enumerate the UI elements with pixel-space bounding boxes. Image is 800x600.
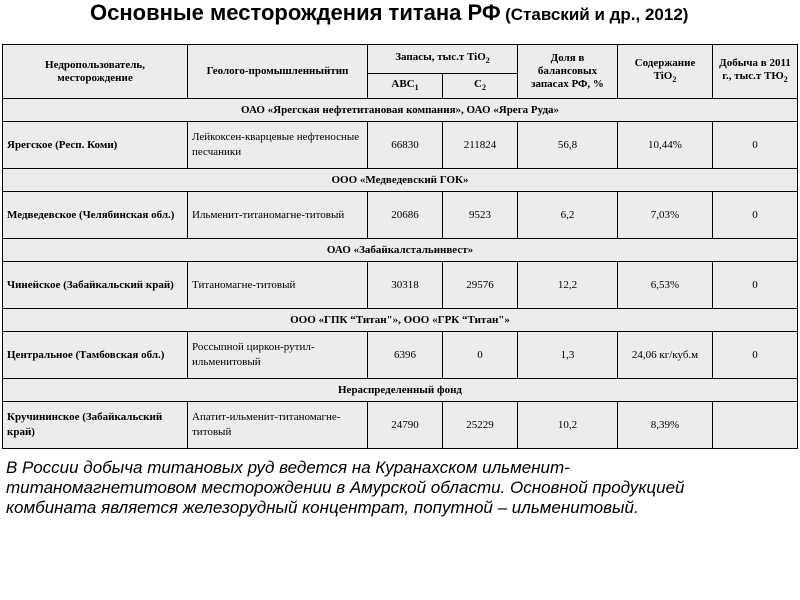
cell-production: 0 — [713, 332, 798, 379]
cell-c2: 0 — [443, 332, 518, 379]
header-abc1 — [368, 74, 443, 99]
cell-content: 7,03% — [618, 192, 713, 239]
table-row — [3, 122, 798, 169]
group-row — [3, 169, 798, 192]
group-company: ОАО «Ярегская нефтетитановая компания», ОАО «Ярега Руда» — [3, 99, 798, 122]
page-title — [90, 0, 790, 29]
cell-content: 10,44% — [618, 122, 713, 169]
cell-share: 6,2 — [518, 192, 618, 239]
cell-abc1: 24790 — [368, 402, 443, 449]
header-c2-sub: 2 — [481, 83, 486, 93]
header-share: Доля в балансовых запасах РФ, % — [518, 45, 618, 99]
cell-geotype: Апатит-ильменит-титаномагне-титовый — [188, 402, 368, 449]
header-geotype: Геолого-промышленныйтип — [188, 45, 368, 99]
group-company: Нераспределенный фонд — [3, 379, 798, 402]
group-company: ОАО «Забайкалстальинвест» — [3, 239, 798, 262]
cell-deposit: Центральное (Тамбовская обл.) — [3, 332, 188, 379]
cell-share: 10,2 — [518, 402, 618, 449]
header-owner: Недропользователь, месторождение — [3, 45, 188, 99]
group-row — [3, 379, 798, 402]
cell-abc1: 30318 — [368, 262, 443, 309]
group-row — [3, 309, 798, 332]
cell-abc1: 20686 — [368, 192, 443, 239]
header-content-sub: 2 — [672, 75, 677, 85]
header-row-1 — [3, 45, 798, 74]
table-row — [3, 192, 798, 239]
cell-c2: 25229 — [443, 402, 518, 449]
cell-share: 12,2 — [518, 262, 618, 309]
group-company: ООО «Медведевский ГОК» — [3, 169, 798, 192]
cell-c2: 211824 — [443, 122, 518, 169]
group-company: ООО «ГПК “Титан"», ООО «ГРК “Титан"» — [3, 309, 798, 332]
header-abc1-sub: 1 — [414, 83, 419, 93]
cell-production: 0 — [713, 262, 798, 309]
header-reserves-sub: 2 — [485, 56, 490, 66]
cell-share: 1,3 — [518, 332, 618, 379]
header-production-label: Добыча в 2011 г., тыс.т ТЮ — [719, 56, 791, 82]
header-production-sub: 2 — [783, 75, 788, 85]
table-row — [3, 402, 798, 449]
cell-production — [713, 402, 798, 449]
cell-deposit: Медведевское (Челябинская обл.) — [3, 192, 188, 239]
header-reserves — [368, 45, 518, 74]
cell-content: 6,53% — [618, 262, 713, 309]
deposits-table — [2, 44, 798, 449]
group-row — [3, 99, 798, 122]
header-reserves-label: Запасы, тыс.т TiO — [395, 50, 486, 63]
cell-deposit: Ярегское (Респ. Коми) — [3, 122, 188, 169]
cell-deposit: Кручининское (Забайкальский край) — [3, 402, 188, 449]
cell-deposit: Чинейское (Забайкальский край) — [3, 262, 188, 309]
bottom-paragraph: В России добыча титановых руд ведется на Куранахском ильменит-титаномагнетитовом месторождении в Амурской области. Основной продукцией комбината является железорудный концентрат, попутной – ильменитовый. — [6, 458, 685, 517]
header-production — [713, 45, 798, 99]
header-content-label: Содержание TiO — [634, 56, 696, 82]
cell-geotype: Лейкоксен-кварцевые нефтеносные песчаники — [188, 122, 368, 169]
cell-abc1: 66830 — [368, 122, 443, 169]
header-c2 — [443, 74, 518, 99]
cell-content: 24,06 кг/куб.м — [618, 332, 713, 379]
cell-share: 56,8 — [518, 122, 618, 169]
table-row — [3, 262, 798, 309]
table-row — [3, 332, 798, 379]
header-c2-label: C — [474, 77, 482, 90]
cell-c2: 29576 — [443, 262, 518, 309]
header-abc1-label: ABC — [391, 77, 415, 90]
cell-geotype: Титаномагне-титовый — [188, 262, 368, 309]
title-source: (Ставский и др., 2012) — [505, 5, 689, 24]
cell-content: 8,39% — [618, 402, 713, 449]
cell-geotype: Россыпной циркон-рутил-ильменитовый — [188, 332, 368, 379]
cell-c2: 9523 — [443, 192, 518, 239]
cell-abc1: 6396 — [368, 332, 443, 379]
cell-production: 0 — [713, 192, 798, 239]
group-row — [3, 239, 798, 262]
title-main: Основные месторождения титана РФ — [90, 0, 501, 25]
cell-production: 0 — [713, 122, 798, 169]
cell-geotype: Ильменит-титаномагне-титовый — [188, 192, 368, 239]
header-content — [618, 45, 713, 99]
